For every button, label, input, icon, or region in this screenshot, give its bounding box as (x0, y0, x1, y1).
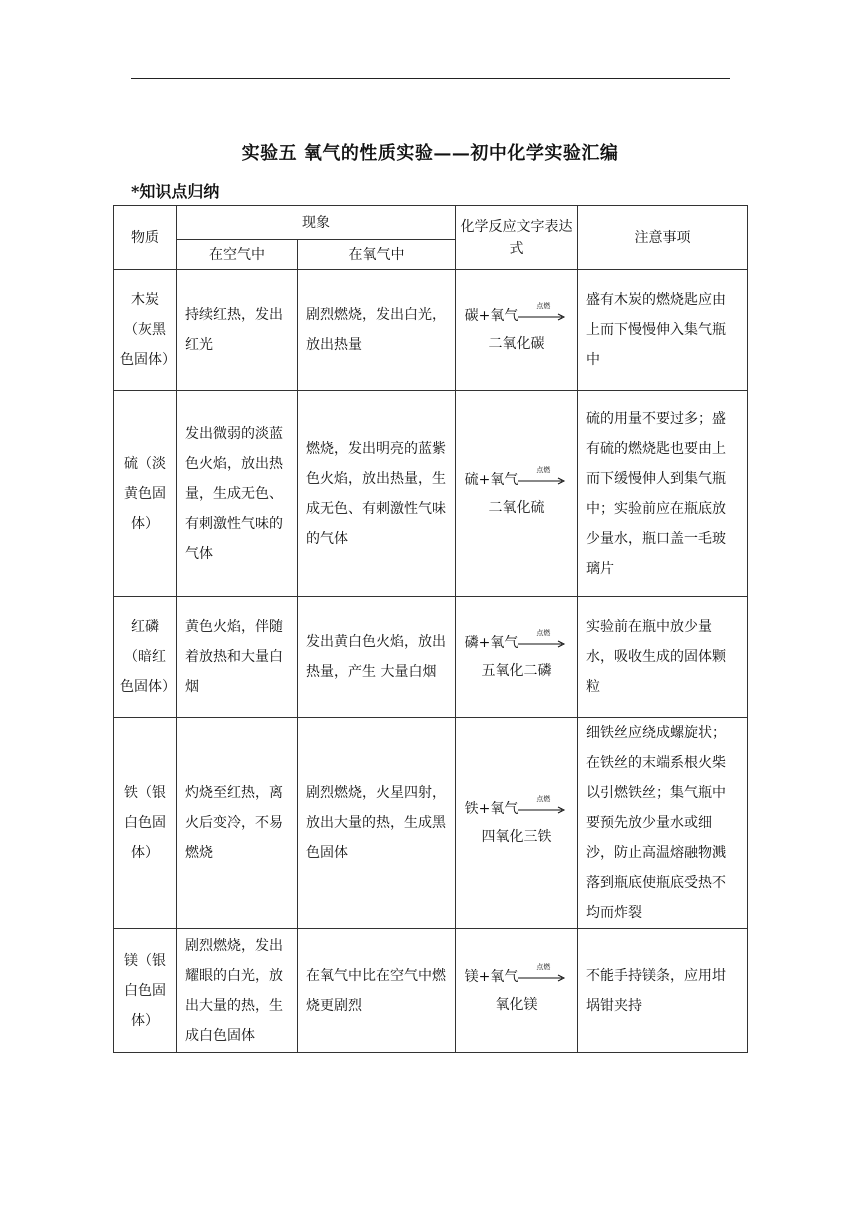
equation-cell (456, 597, 578, 718)
table-row (114, 597, 748, 718)
section-heading: *知识点归纳 (131, 182, 220, 201)
reaction-arrow-icon (518, 302, 568, 322)
product: 二氧化碳 (488, 336, 545, 352)
table-row (114, 270, 748, 391)
notes-cell: 实验前在瓶中放少量水，吸收生成的固体颗粒 (578, 597, 748, 718)
substance-cell: 铁（银白色固体） (114, 718, 177, 929)
in-air-cell: 持续红热，发出红光 (177, 270, 298, 391)
in-air-cell: 剧烈燃烧，发出耀眼的白光，放出大量的热，生成白色固体 (177, 929, 298, 1053)
header-substance: 物质 (114, 206, 177, 270)
reactants: 碳+氧气 (464, 308, 519, 324)
reactants: 磷+氧气 (464, 635, 519, 651)
in-oxygen-cell: 在氧气中比在空气中燃烧更剧烈 (298, 929, 456, 1053)
reactants: 铁+氧气 (464, 801, 519, 817)
in-air-cell: 灼烧至红热，离火后变冷，不易燃烧 (177, 718, 298, 929)
reaction-arrow-icon (518, 962, 568, 983)
reaction-condition: 点燃 (536, 629, 551, 637)
reaction-arrow-icon (518, 465, 568, 486)
equation-cell (456, 270, 578, 391)
equation-cell (456, 929, 578, 1053)
in-air-cell: 发出微弱的淡蓝色火焰，放出热量，生成无色、有刺激性气味的气体 (177, 391, 298, 597)
reaction-condition: 点燃 (536, 465, 551, 474)
substance-cell: 镁（银白色固体） (114, 929, 177, 1053)
substance-cell: 木炭（灰黑色固体） (114, 270, 177, 391)
header-in-air: 在空气中 (177, 240, 298, 270)
reaction-condition: 点燃 (536, 962, 551, 971)
substance-cell: 红磷（暗红色固体） (114, 597, 177, 718)
page-title: 实验五 氧气的性质实验——初中化学实验汇编 (241, 143, 619, 164)
notes-cell: 不能手持镁条，应用坩埚钳夹持 (578, 929, 748, 1053)
product: 四氧化三铁 (481, 829, 552, 845)
in-oxygen-cell: 剧烈燃烧，发出白光，放出热量 (298, 270, 456, 391)
in-oxygen-cell: 剧烈燃烧，火星四射，放出大量的热，生成黑色固体 (298, 718, 456, 929)
equation-cell (456, 391, 578, 597)
table-row (114, 718, 748, 929)
header-equation: 化学反应文字表达式 (456, 206, 578, 270)
header-notes: 注意事项 (578, 206, 748, 270)
table-row (114, 929, 748, 1053)
reaction-arrow-icon (518, 629, 568, 649)
table-row (114, 391, 748, 597)
notes-cell: 细铁丝应绕成螺旋状；在铁丝的末端系根火柴以引燃铁丝；集气瓶中要预先放少量水或细沙，防止高温熔融物溅落到瓶底使瓶底受热不均而炸裂 (578, 718, 748, 929)
reactants: 硫+氧气 (464, 471, 519, 488)
header-rule (131, 78, 730, 79)
reaction-arrow-icon (518, 795, 568, 815)
reaction-condition: 点燃 (536, 795, 551, 803)
reaction-condition: 点燃 (536, 302, 551, 310)
in-air-cell: 黄色火焰，伴随着放热和大量白烟 (177, 597, 298, 718)
equation-cell (456, 718, 578, 929)
in-oxygen-cell: 燃烧，发出明亮的蓝紫色火焰，放出热量，生成无色、有刺激性气味的气体 (298, 391, 456, 597)
product: 五氧化二磷 (481, 663, 552, 679)
notes-cell: 硫的用量不要过多；盛有硫的燃烧匙也要由上而下缓慢伸人到集气瓶中；实验前应在瓶底放少量水，瓶口盖一毛玻璃片 (578, 391, 748, 597)
product: 二氧化硫 (488, 499, 545, 516)
product: 氧化镁 (495, 996, 538, 1013)
reactants: 镁+氧气 (464, 968, 519, 985)
header-in-oxygen: 在氧气中 (298, 240, 456, 270)
substance-cell: 硫（淡黄色固体） (114, 391, 177, 597)
oxygen-properties-table (113, 205, 748, 1053)
header-phenomenon: 现象 (177, 206, 456, 240)
notes-cell: 盛有木炭的燃烧匙应由上而下慢慢伸入集气瓶中 (578, 270, 748, 391)
in-oxygen-cell: 发出黄白色火焰，放出热量，产生 大量白烟 (298, 597, 456, 718)
